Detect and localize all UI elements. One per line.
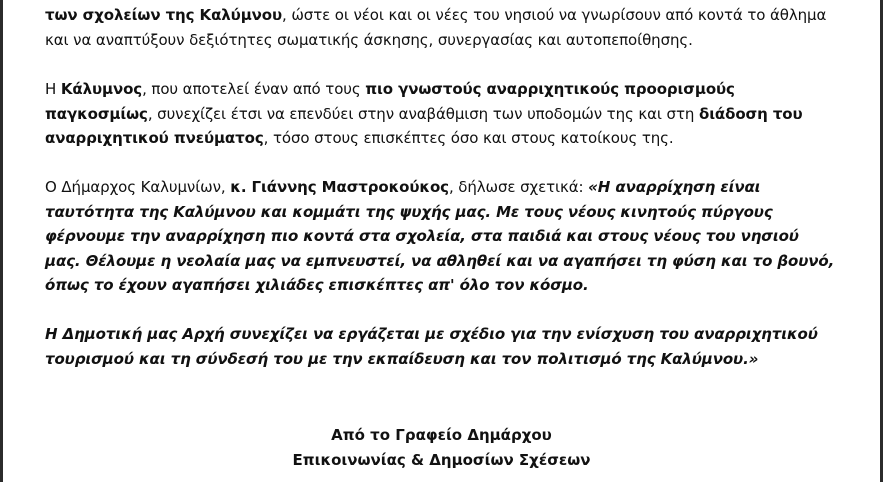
quote-text: «Η αναρρίχηση είναι ταυτότητα της Καλύμνου και κομμάτι της ψυχής μας. Με τους νέους κινητούς πύργους φέρνουμε την αναρρίχηση πιο κοντά στα σχολεία, στα παιδιά και στους νέους του νησιού μας. Θέλουμε η νεολαία μας να εμπνευστεί, να αθληθεί και να αγαπήσει τη φύση και το βουνό, όπως το έχουν αγαπήσει χιλιάδες επισκέπτες απ' όλο τον κόσμο.: [45, 178, 835, 294]
paragraph-schools: [45, 3, 835, 52]
bold-phrase: διάδοση του αναρριχητικού πνεύματος: [45, 104, 803, 147]
paragraph-text: , συνεχίζει έτσι να επενδύει στην αναβάθμιση των υποδομών της και στη: [147, 104, 699, 123]
bold-phrase: Κάλυμνος: [60, 80, 143, 98]
page-border-left: [0, 0, 3, 482]
bold-phrase: των σχολείων της Καλύμνου: [45, 6, 282, 24]
signature-line-department: Επικοινωνίας & Δημοσίων Σχέσεων: [292, 451, 591, 469]
quote-text: Η Δημοτική μας Αρχή συνεχίζει να εργάζεται με σχέδιο για την ενίσχυση του αναρριχητικού τουρισμού και τη σύνδεσή του με την εκπαίδευση και τον πολιτισμό της Καλύμνου.»: [45, 325, 818, 368]
paragraph-text: Η: [45, 80, 61, 98]
paragraph-text: , τόσο στους επισκέπτες όσο και στους κατοίκους της.: [263, 129, 674, 147]
paragraph-text: , που αποτελεί έναν από τους: [142, 80, 366, 98]
paragraph-text: , δήλωσε σχετικά:: [448, 178, 589, 196]
signature-block: [0, 423, 883, 473]
paragraph-kalymnos-destination: [45, 77, 835, 151]
mayor-name: κ. Γιάννης Μαστροκούκος: [230, 178, 449, 196]
signature-line-office: Από το Γραφείο Δημάρχου: [331, 426, 552, 444]
paragraph-text: Ο Δήμαρχος Καλυμνίων,: [45, 178, 231, 196]
paragraph-quote-continued: [45, 322, 835, 371]
paragraph-text: , ώστε οι νέοι και οι νέες του νησιού να γνωρίσουν από κοντά το άθλημα και να αναπτύξουν δεξιότητες σωματικής άσκησης, συνεργασίας και αυτοπεποίθησης.: [45, 6, 827, 49]
paragraph-mayor-statement: [45, 175, 835, 298]
bold-phrase: πιο γνωστούς αναρριχητικούς προορισμούς παγκοσμίως: [45, 80, 735, 123]
